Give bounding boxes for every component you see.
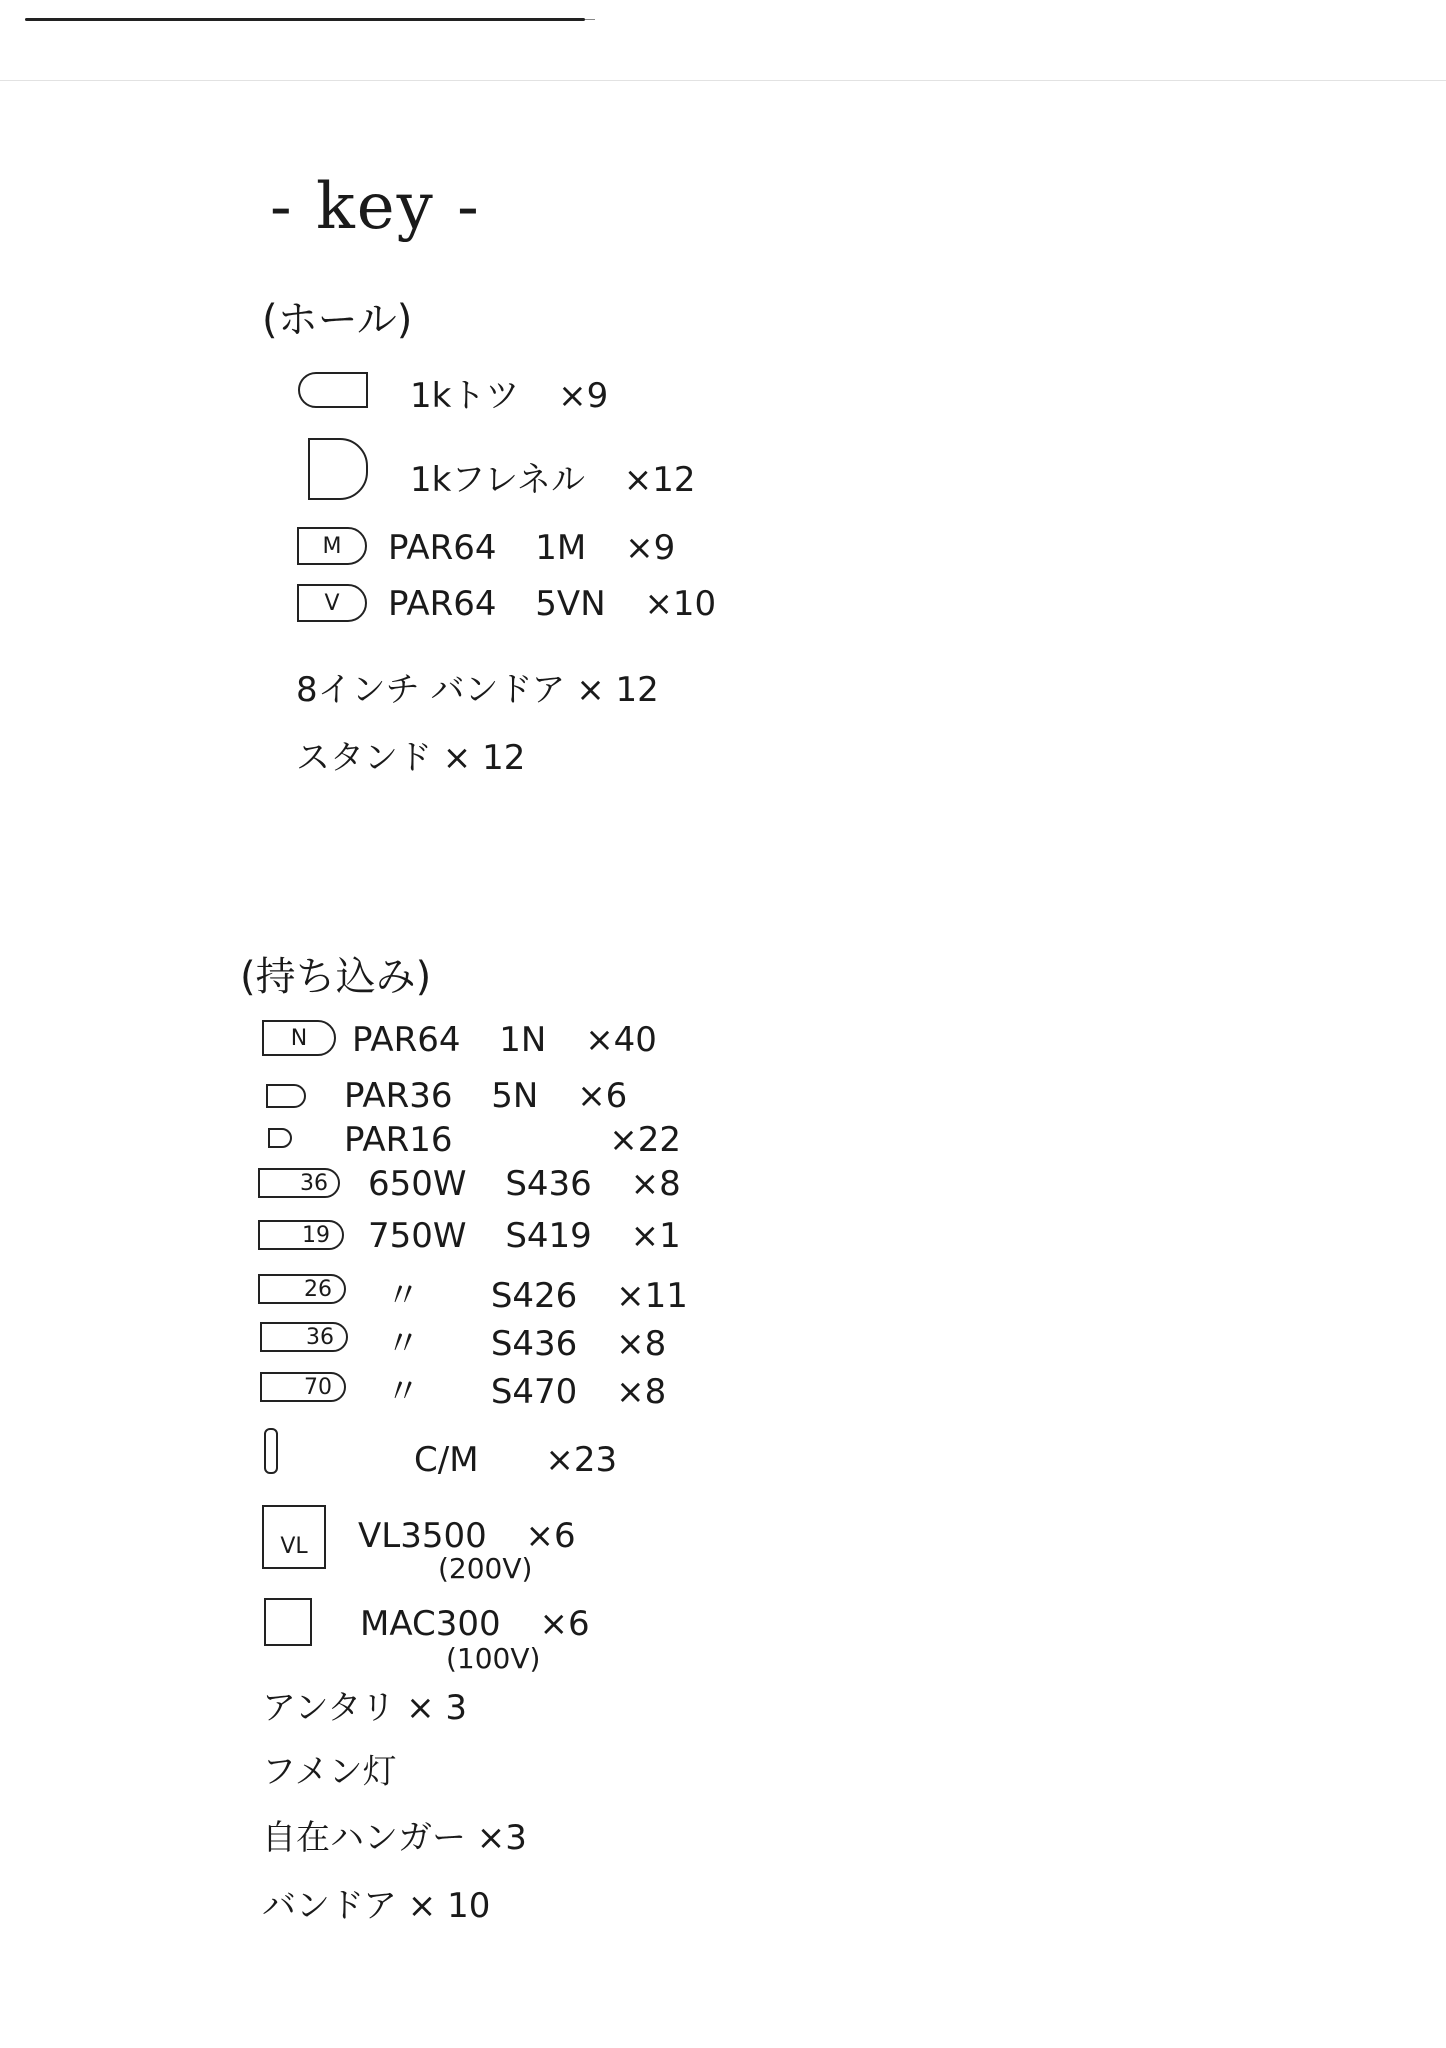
item-name: 650W xyxy=(368,1164,467,1204)
item-name: MAC300 xyxy=(360,1604,501,1644)
hall-item-par64-5vn xyxy=(388,584,744,624)
par64-m-icon xyxy=(297,527,367,565)
icon-label: 70 xyxy=(304,1374,332,1400)
item-spec: S436 xyxy=(505,1164,592,1204)
item-qty: ×12 xyxy=(623,460,696,500)
icon-label: 36 xyxy=(300,1170,328,1196)
bringin-item-s470 xyxy=(386,1364,694,1413)
item-qty: ×22 xyxy=(609,1120,682,1160)
item-name: 1kフレネル xyxy=(410,460,585,500)
ellipsoidal-36b-icon xyxy=(260,1322,348,1352)
item-qty: ×1 xyxy=(630,1216,681,1256)
hall-extra-barndoor: 8インチ バンドア × 12 xyxy=(296,670,659,710)
ellipsoidal-36-icon xyxy=(258,1168,340,1198)
chain-motor-icon xyxy=(264,1428,278,1474)
bringin-item-650w-s436 xyxy=(368,1164,709,1204)
item-name: 〃 xyxy=(386,1324,420,1364)
page-title: - key - xyxy=(270,170,481,244)
item-spec: 1M xyxy=(535,528,587,568)
item-qty: ×6 xyxy=(577,1076,628,1116)
item-name: C/M xyxy=(414,1440,479,1480)
bringin-item-s436 xyxy=(386,1316,694,1365)
item-qty: ×10 xyxy=(644,584,717,624)
bringin-item-vl3500 xyxy=(358,1516,604,1556)
item-qty: ×9 xyxy=(558,376,609,416)
item-name: 1kトツ xyxy=(410,376,520,416)
ellipsoidal-19-icon xyxy=(258,1220,344,1250)
item-qty: ×40 xyxy=(585,1020,657,1060)
mac300-icon xyxy=(264,1598,312,1646)
item-qty: ×8 xyxy=(616,1324,667,1364)
bringin-item-cm xyxy=(414,1440,645,1480)
item-spec: 1N xyxy=(499,1020,547,1060)
item-name: VL3500 xyxy=(358,1516,487,1556)
par64-v-icon xyxy=(297,584,367,622)
item-spec: S419 xyxy=(505,1216,592,1256)
item-name: PAR64 xyxy=(352,1020,461,1060)
bringin-item-par16 xyxy=(344,1120,709,1160)
mac300-voltage: (100V) xyxy=(446,1642,541,1675)
icon-label: M xyxy=(322,533,342,559)
item-qty: ×6 xyxy=(539,1604,590,1644)
par16-icon xyxy=(268,1128,292,1148)
item-name: 750W xyxy=(368,1216,467,1256)
fixture-1k-fresnel-icon xyxy=(308,438,368,500)
bringin-item-par64 xyxy=(352,1020,685,1060)
icon-label: 19 xyxy=(302,1222,330,1248)
bring-in-heading: (持ち込み) xyxy=(240,954,432,1000)
bringin-item-par36 xyxy=(344,1076,655,1116)
item-spec: S426 xyxy=(490,1276,578,1316)
hall-extra-stand: スタンド × 12 xyxy=(296,738,526,778)
bringin-item-s426 xyxy=(386,1268,716,1317)
item-name: 〃 xyxy=(386,1372,420,1412)
item-spec: S436 xyxy=(490,1324,578,1364)
ellipsoidal-26-icon xyxy=(258,1274,346,1304)
item-name: PAR64 xyxy=(388,528,497,568)
item-name: PAR64 xyxy=(388,584,497,624)
bringin-extra-barndoor: バンドア × 10 xyxy=(262,1886,491,1926)
par36-icon xyxy=(266,1084,306,1108)
ellipsoidal-70-icon xyxy=(260,1372,346,1402)
par64-n-icon xyxy=(262,1020,336,1056)
item-qty: ×23 xyxy=(545,1440,618,1480)
scan-edge-mark-tail xyxy=(585,19,595,20)
item-qty: ×8 xyxy=(630,1164,681,1204)
item-qty: ×9 xyxy=(625,528,676,568)
item-qty: ×8 xyxy=(616,1372,667,1412)
hall-item-1k-totsu xyxy=(410,368,636,417)
icon-label: 26 xyxy=(304,1276,332,1302)
item-spec: 5N xyxy=(491,1076,539,1116)
vl3500-icon xyxy=(262,1505,326,1569)
icon-label: V xyxy=(324,590,340,616)
item-qty: ×6 xyxy=(525,1516,576,1556)
item-spec: S470 xyxy=(490,1372,578,1412)
icon-label: VL xyxy=(280,1534,308,1559)
scan-edge-mark xyxy=(25,18,585,21)
hall-item-1k-fresnel xyxy=(410,452,724,501)
bringin-item-750w-s419 xyxy=(368,1216,709,1256)
item-name: 〃 xyxy=(386,1276,420,1316)
hall-item-par64-1m xyxy=(388,528,703,568)
page-rule xyxy=(0,80,1446,81)
vl3500-voltage: (200V) xyxy=(438,1552,533,1585)
item-name: PAR36 xyxy=(344,1076,453,1116)
icon-label: N xyxy=(290,1025,308,1051)
bringin-extra-score-light: フメン灯 xyxy=(262,1752,397,1792)
bringin-item-mac300 xyxy=(360,1604,618,1644)
icon-label: 36 xyxy=(306,1324,334,1350)
bringin-extra-hanger: 自在ハンガー ×3 xyxy=(262,1818,527,1858)
item-name: PAR16 xyxy=(344,1120,453,1160)
fixture-1k-totsu-icon xyxy=(298,372,368,408)
item-qty: ×11 xyxy=(616,1276,688,1316)
hall-heading: (ホール) xyxy=(262,297,413,343)
item-spec: 5VN xyxy=(535,584,606,624)
bringin-extra-antari: アンタリ × 3 xyxy=(262,1688,468,1728)
